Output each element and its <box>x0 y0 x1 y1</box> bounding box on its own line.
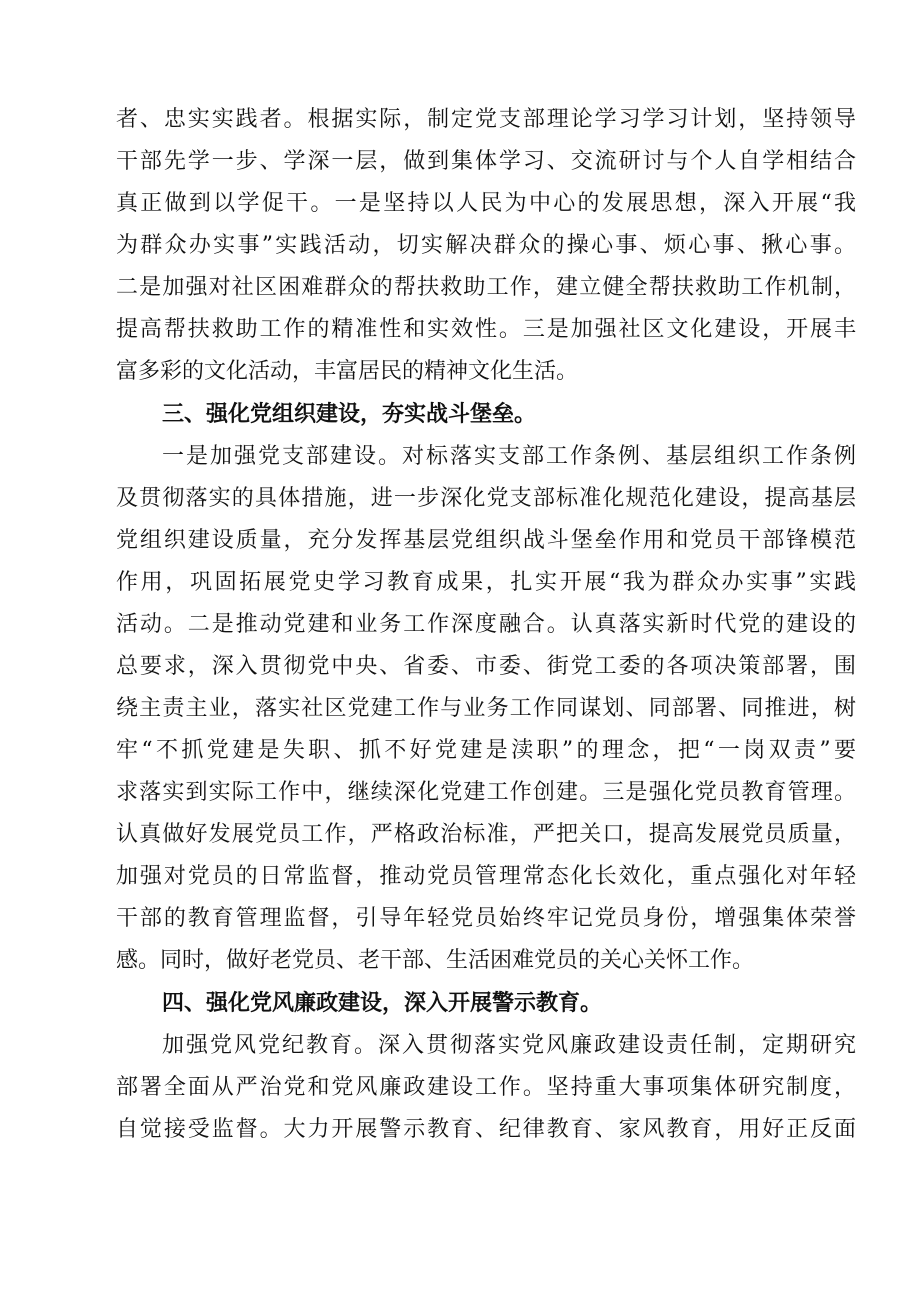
body-line: 绕主责主业，落实社区党建工作与业务工作同谋划、同部署、同推进，树 <box>116 696 856 721</box>
body-line: 富多彩的文化活动，丰富居民的精神文化生活。 <box>116 359 579 384</box>
body-line: 认真做好发展党员工作，严格政治标准，严把关口，提高发展党员质量， <box>116 822 856 847</box>
body-line: 加强党风党纪教育。深入贯彻落实党风廉政建设责任制，定期研究 <box>162 1033 856 1058</box>
body-line: 及贯彻落实的具体措施，进一步深化党支部标准化规范化建设，提高基层 <box>116 486 856 511</box>
section-heading-4: 四、强化党风廉政建设，深入开展警示教育。 <box>162 991 603 1016</box>
section-heading-3: 三、强化党组织建设，夯实战斗堡垒。 <box>162 402 537 427</box>
body-line: 部署全面从严治党和党风廉政建设工作。坚持重大事项集体研究制度， <box>116 1075 856 1100</box>
body-line: 自觉接受监督。大力开展警示教育、纪律教育、家风教育，用好正反面 <box>116 1117 856 1142</box>
body-line: 提高帮扶救助工作的精准性和实效性。三是加强社区文化建设，开展丰 <box>116 317 856 342</box>
body-line: 感。同时，做好老党员、老干部、生活困难党员的关心关怀工作。 <box>116 948 755 973</box>
body-line: 者、忠实实践者。根据实际，制定党支部理论学习学习计划，坚持领导 <box>116 107 856 132</box>
body-line: 二是加强对社区困难群众的帮扶救助工作，建立健全帮扶救助工作机制， <box>116 275 856 300</box>
body-line: 干部的教育管理监督，引导年轻党员始终牢记党员身份，增强集体荣誉 <box>116 906 856 931</box>
body-line: 求落实到实际工作中，继续深化党建工作创建。三是强化党员教育管理。 <box>116 780 856 805</box>
body-line: 活动。二是推动党建和业务工作深度融合。认真落实新时代党的建设的 <box>116 612 856 637</box>
body-line: 一是加强党支部建设。对标落实支部工作条例、基层组织工作条例 <box>162 444 856 469</box>
body-line: 加强对党员的日常监督，推动党员管理常态化长效化，重点强化对年轻 <box>116 864 856 889</box>
body-line: 为群众办实事”实践活动，切实解决群众的操心事、烦心事、揪心事。 <box>116 233 856 258</box>
body-line: 牢“不抓党建是失职、抓不好党建是渎职”的理念，把“一岗双责”要 <box>116 738 856 763</box>
body-line: 作用，巩固拓展党史学习教育成果，扎实开展“我为群众办实事”实践 <box>116 570 856 595</box>
body-line: 干部先学一步、学深一层，做到集体学习、交流研讨与个人自学相结合 <box>116 149 856 174</box>
body-line: 党组织建设质量，充分发挥基层党组织战斗堡垒作用和党员干部锋模范 <box>116 528 856 553</box>
body-line: 总要求，深入贯彻党中央、省委、市委、街党工委的各项决策部署，围 <box>116 654 856 679</box>
body-line: 真正做到以学促干。一是坚持以人民为中心的发展思想，深入开展“我 <box>116 191 856 216</box>
